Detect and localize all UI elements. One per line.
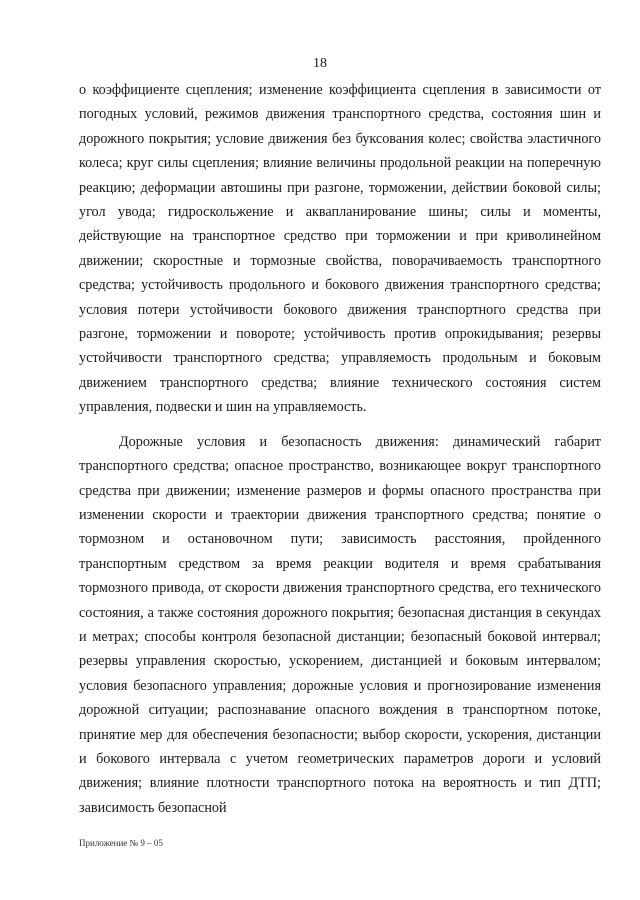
paragraph-2: Дорожные условия и безопасность движения: динамический габарит транспортного средства; опасное пространство, возникающее вокруг транспортного средства при движении; изменение размеров и формы опасного пространства при изменении скорости и траектории движения транспортного средства; понятие о тормозном и остановочном пути; зависимость расстояния, пройденного транспортным средством за время реакции водителя и время срабатывания тормозного привода, от скорости движения транспортного средства, его технического состояния, а также состояния дорожного покрытия; безопасная дистанция в секундах и метрах; способы контроля безопасной дистанции; безопасный боковой интервал; резервы управления скоростью, ускорением, дистанцией и боковым интервалом; условия безопасного управления; дорожные условия и прогнозирование изменения дорожной ситуации; распознавание опасного вождения в транспортном потоке, принятие мер для обеспечения безопасности; выбор скорости, ускорения, дистанции и бокового интервала с учетом геометрических параметров дороги и условий движения; влияние плотности транспортного потока на вероятность и тип ДТП; зависимость безопасной: [79, 433, 601, 816]
paragraph-1: о коэффициенте сцепления; изменение коэффициента сцепления в зависимости от погодных условий, режимов движения транспортного средства, состояния шин и дорожного покрытия; условие движения без буксования колес; свойства эластичного колеса; круг силы сцепления; влияние величины продольной реакции на поперечную реакцию; деформации автошины при разгоне, торможении, действии боковой силы; угол увода; гидроскольжение и аквапланирование шины; силы и моменты, действующие на транспортное средство при торможении и при криволинейном движении; скоростные и тормозные свойства, поворачиваемость транспортного средства; устойчивость продольного и бокового движения транспортного средства; условия потери устойчивости бокового движения транспортного средства при разгоне, торможении и повороте; устойчивость против опрокидывания; резервы устойчивости транспортного средства; управляемость продольным и боковым движением транспортного средства; влияние технического состояния систем управления, подвески и шин на управляемость.: [79, 82, 601, 416]
page-number: 18: [313, 56, 327, 71]
page-footer: Приложение № 9 – 05: [79, 838, 163, 848]
body-text: [79, 78, 601, 820]
